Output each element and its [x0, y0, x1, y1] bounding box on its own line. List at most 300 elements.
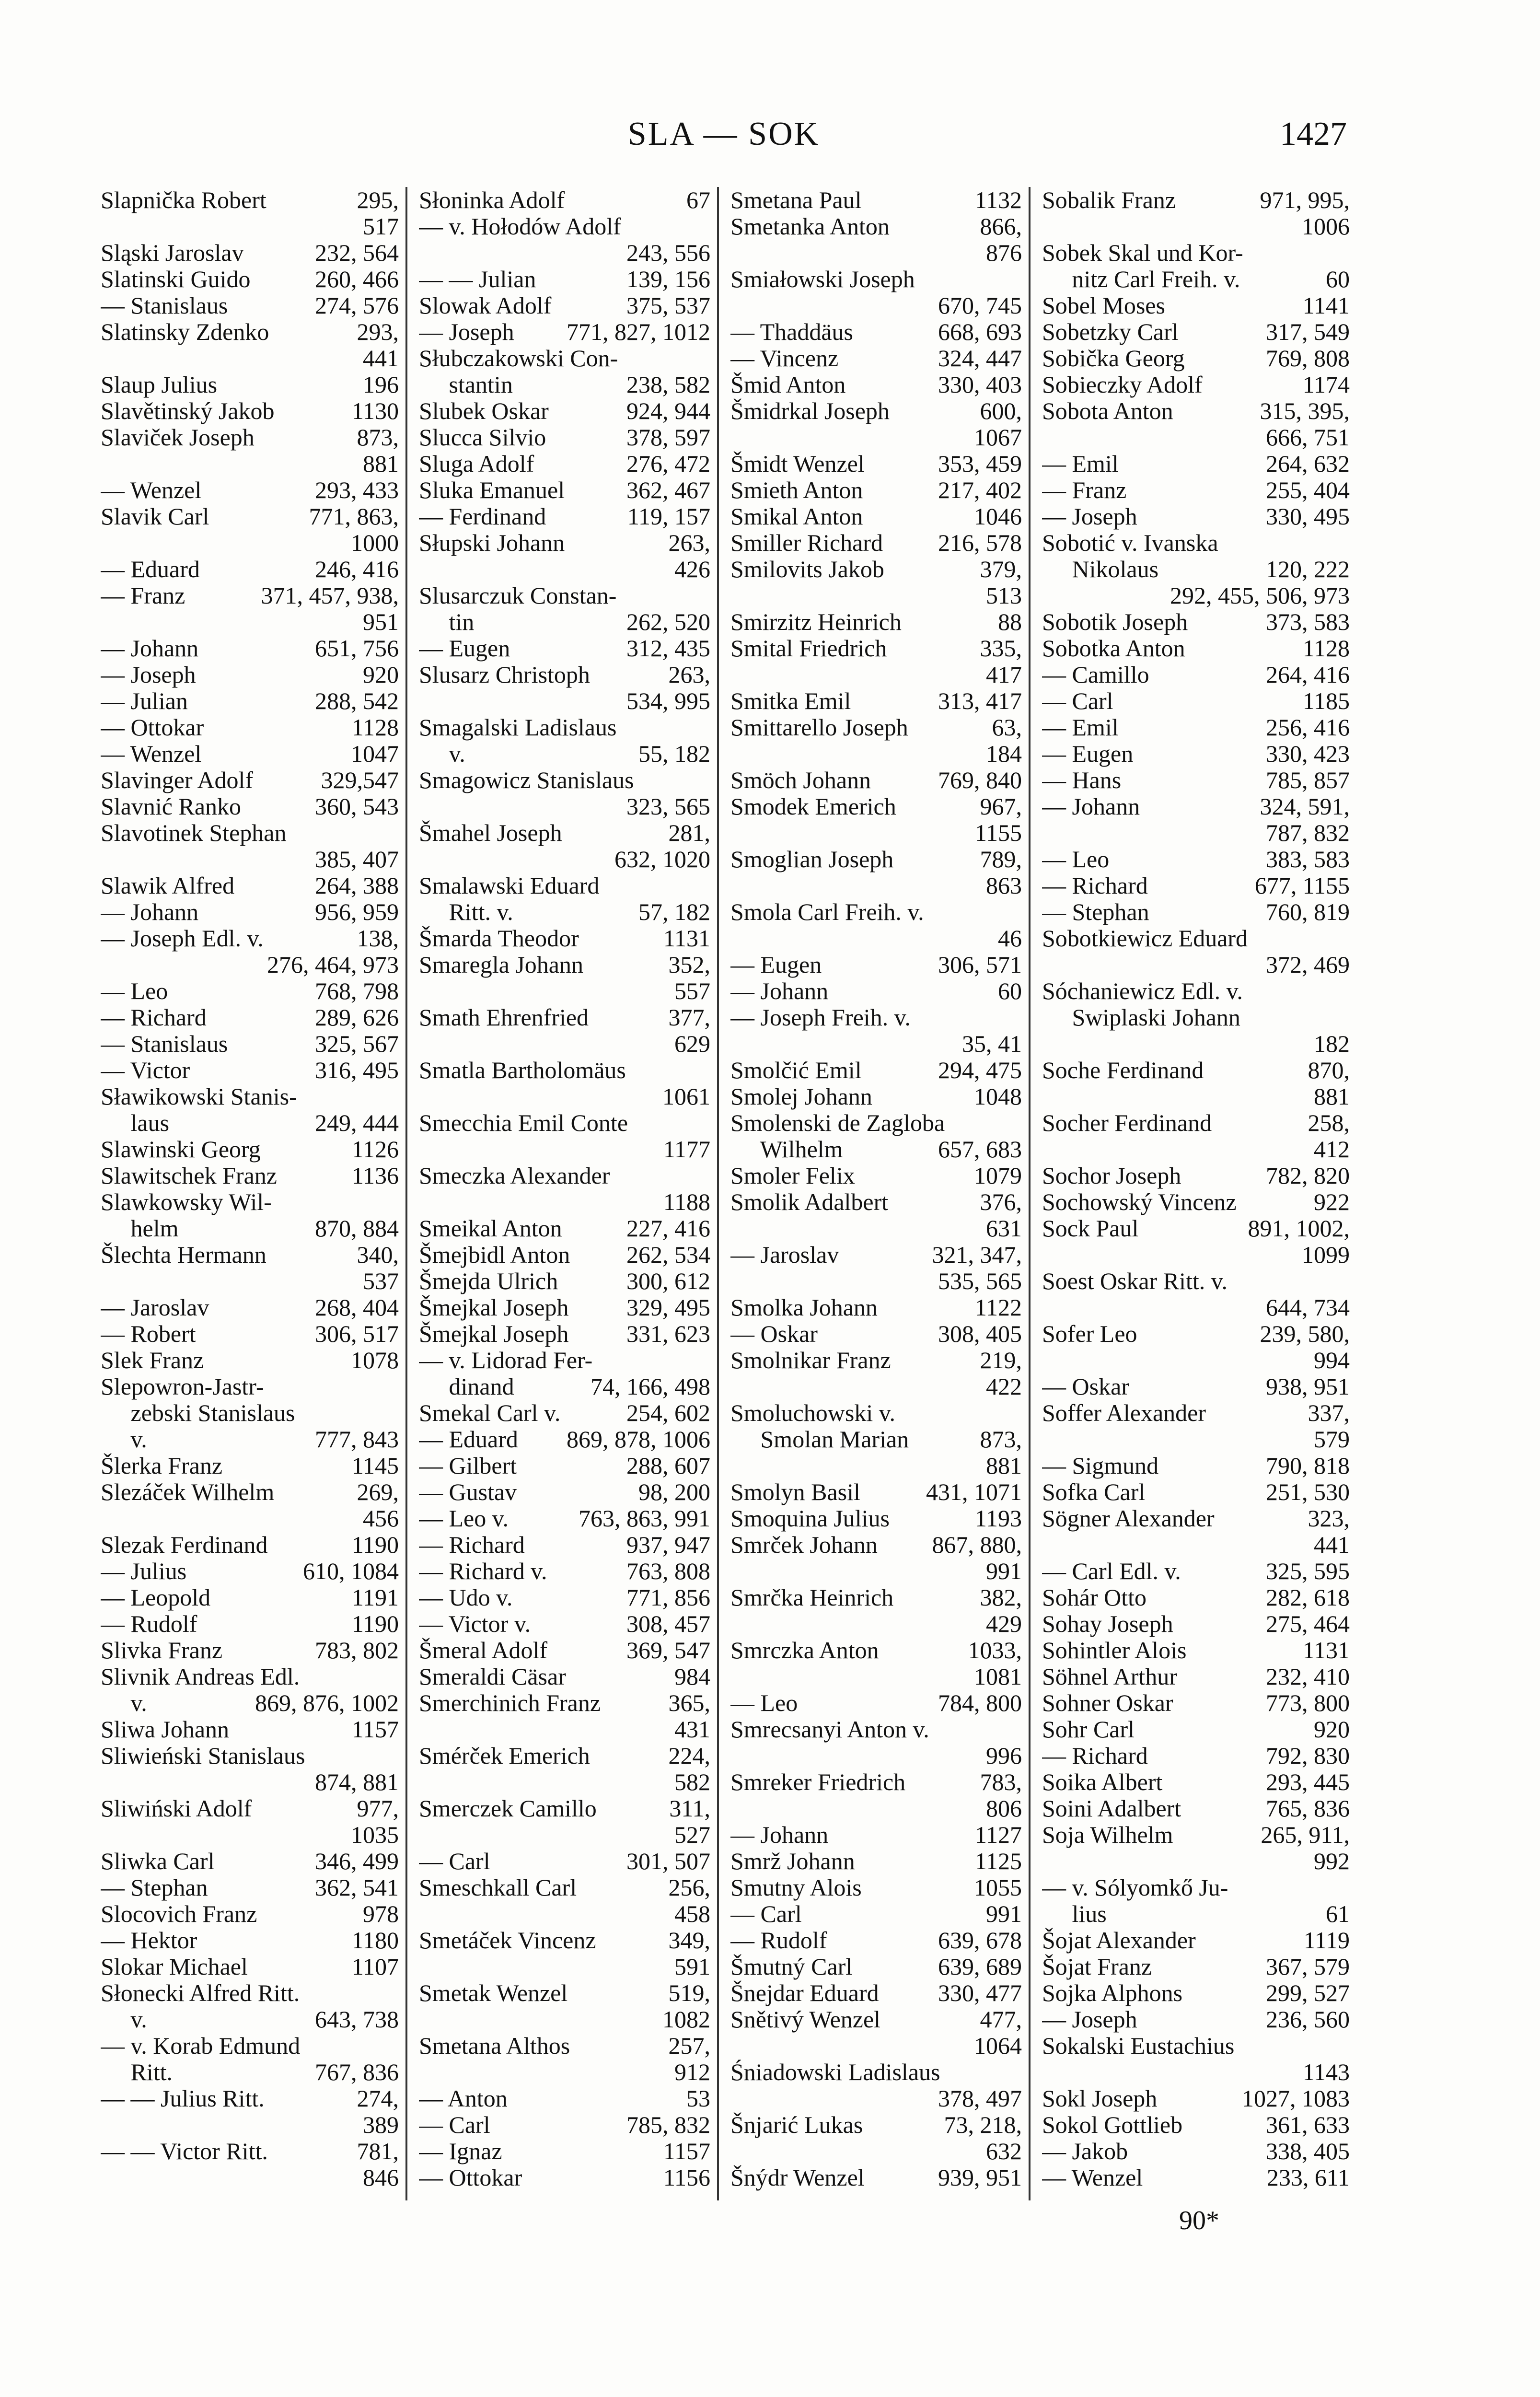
entry-name: Slatinsky Zdenko: [101, 319, 269, 345]
entry-name: Slavik Carl: [101, 503, 209, 530]
entry-name: Smetana Althos: [419, 2033, 570, 2059]
entry-name: Sluka Emanuel: [419, 477, 565, 503]
entry-pages: 369, 547: [626, 1637, 710, 1664]
entry-pages: 869, 876, 1002: [255, 1690, 399, 1716]
entry-pages: 863: [986, 873, 1022, 899]
entry-pages: 254, 602: [626, 1400, 710, 1426]
entry-name: Slavinger Adolf: [101, 767, 254, 793]
entry-pages: 74, 166, 498: [591, 1373, 710, 1400]
index-entry: [419, 873, 710, 899]
entry-pages: 991: [986, 1901, 1022, 1927]
index-entry: [730, 820, 1022, 846]
entry-name: — Richard v.: [419, 1558, 547, 1584]
index-entry: [730, 1163, 1022, 1189]
index-entry: [101, 556, 399, 582]
entry-pages: 260, 466: [315, 266, 399, 292]
entry-name: Slusarczuk Constan-: [419, 582, 617, 609]
entry-name: Smolenski de Zagloba: [730, 1110, 945, 1136]
entry-pages: 274,: [357, 2085, 399, 2112]
index-entry: [419, 688, 710, 714]
entry-pages: 806: [986, 1795, 1022, 1822]
index-entry: [101, 1716, 399, 1743]
index-entry: [419, 2112, 710, 2138]
index-entry: [730, 1110, 1022, 1136]
entry-name: Śniadowski Ladislaus: [730, 2059, 940, 2085]
entry-name: Sofka Carl: [1042, 1479, 1146, 1505]
entry-pages: 378, 597: [626, 424, 710, 451]
index-entry: [419, 1163, 710, 1189]
entry-name: Smeschkall Carl: [419, 1874, 577, 1901]
entry-pages: 881: [1314, 1083, 1350, 1110]
index-entry: [419, 345, 710, 372]
entry-name: Smoquina Julius: [730, 1505, 890, 1532]
entry-name: — Carl: [419, 2112, 490, 2138]
index-entry: [419, 1057, 710, 1083]
index-entry: [101, 952, 399, 978]
entry-name: Slocovich Franz: [101, 1901, 257, 1927]
entry-name: — v. Hołodów Adolf: [419, 213, 621, 240]
entry-name: Smaregla Johann: [419, 952, 583, 978]
entry-pages: 378, 497: [938, 2085, 1022, 2112]
entry-pages: 249, 444: [315, 1110, 399, 1136]
index-entry: [730, 556, 1022, 582]
index-entry: [1042, 899, 1350, 925]
index-column-3: [724, 187, 1031, 2200]
entry-name: — Leo v.: [419, 1505, 509, 1532]
entry-pages: 383, 583: [1266, 846, 1350, 873]
entry-pages: 629: [674, 1031, 710, 1057]
entry-name: — Eugen: [730, 952, 822, 978]
entry-pages: 300, 612: [626, 1268, 710, 1294]
entry-name: Slepowron-Jastr-: [101, 1373, 264, 1400]
entry-pages: 321, 347,: [932, 1242, 1022, 1268]
entry-name: Slavětinský Jakob: [101, 398, 275, 424]
entry-name: stantin: [419, 372, 513, 398]
index-entry: [1042, 1611, 1350, 1637]
entry-name: — Wenzel: [1042, 2164, 1143, 2191]
entry-pages: 1081: [974, 1664, 1022, 1690]
index-entry: [730, 1690, 1022, 1716]
entry-name: Smutny Alois: [730, 1874, 862, 1901]
entry-pages: 956, 959: [315, 899, 399, 925]
entry-pages: 639, 689: [938, 1954, 1022, 1980]
entry-pages: 1131: [663, 925, 710, 952]
index-entry: [419, 846, 710, 873]
entry-pages: 783,: [980, 1769, 1022, 1795]
entry-name: — Johann: [730, 1822, 829, 1848]
entry-pages: 353, 459: [938, 451, 1022, 477]
index-entry: [730, 688, 1022, 714]
entry-name: Smolyn Basil: [730, 1479, 860, 1505]
entry-pages: 1128: [351, 714, 399, 741]
index-entry: [1042, 1690, 1350, 1716]
entry-pages: 316, 495: [315, 1057, 399, 1083]
index-entry: [419, 240, 710, 266]
index-entry: [419, 1373, 710, 1400]
entry-name: Slapnička Robert: [101, 187, 266, 213]
index-entry: [730, 1637, 1022, 1664]
index-entry: [101, 1426, 399, 1453]
index-entry: [730, 1716, 1022, 1743]
index-entry: [730, 1136, 1022, 1163]
index-entry: [730, 846, 1022, 873]
entry-name: Smrž Johann: [730, 1848, 855, 1874]
index-entry: [1042, 1980, 1350, 2006]
index-entry: [419, 2033, 710, 2059]
entry-name: — Sigmund: [1042, 1453, 1159, 1479]
entry-name: — Eduard: [101, 556, 200, 582]
entry-name: Šmejbidl Anton: [419, 1242, 570, 1268]
index-entry: [101, 1373, 399, 1400]
entry-pages: 782, 820: [1266, 1163, 1350, 1189]
entry-name: Smolka Johann: [730, 1294, 878, 1321]
entry-pages: 951: [363, 609, 399, 635]
entry-name: — Eduard: [419, 1426, 518, 1453]
entry-pages: 1157: [351, 1716, 399, 1743]
entry-pages: 1132: [974, 187, 1022, 213]
index-entry: [419, 1611, 710, 1637]
entry-pages: 301, 507: [626, 1848, 710, 1874]
index-entry: [1042, 213, 1350, 240]
index-entry: [419, 2138, 710, 2164]
entry-name: Smrček Johann: [730, 1532, 878, 1558]
index-entry: [419, 477, 710, 503]
entry-pages: 846: [363, 2164, 399, 2191]
entry-pages: 224,: [668, 1743, 710, 1769]
entry-pages: 458: [674, 1901, 710, 1927]
index-entry: [1042, 1347, 1350, 1373]
entry-pages: 53: [686, 2085, 710, 2112]
entry-name: Smolej Johann: [730, 1083, 872, 1110]
index-entry: [101, 635, 399, 662]
entry-name: Smreker Friedrich: [730, 1769, 906, 1795]
index-entry: [101, 767, 399, 793]
entry-name: — Jaroslav: [101, 1294, 209, 1321]
entry-name: Sochor Joseph: [1042, 1163, 1181, 1189]
entry-pages: 1047: [351, 741, 399, 767]
index-entry: [730, 2138, 1022, 2164]
index-column-4: [1035, 187, 1356, 2200]
entry-name: Sokol Gottlieb: [1042, 2112, 1183, 2138]
entry-name: Slezak Ferdinand: [101, 1532, 268, 1558]
index-entry: [419, 1242, 710, 1268]
index-entry: [1042, 1400, 1350, 1426]
index-entry: [419, 1822, 710, 1848]
index-entry: [419, 372, 710, 398]
entry-pages: 227, 416: [626, 1215, 710, 1242]
index-entry: [1042, 873, 1350, 899]
entry-name: Smérček Emerich: [419, 1743, 590, 1769]
entry-name: Soche Ferdinand: [1042, 1057, 1204, 1083]
entry-pages: 88: [998, 609, 1022, 635]
index-entry: [1042, 1769, 1350, 1795]
entry-pages: 912: [674, 2059, 710, 2085]
index-entry: [1042, 767, 1350, 793]
index-entry: [1042, 319, 1350, 345]
index-entry: [730, 2164, 1022, 2191]
index-entry: [419, 266, 710, 292]
entry-pages: 632, 1020: [614, 846, 710, 873]
entry-pages: 519,: [668, 1980, 710, 2006]
entry-name: — Richard: [419, 1532, 525, 1558]
entry-pages: 308, 457: [626, 1611, 710, 1637]
entry-pages: 781,: [357, 2138, 399, 2164]
index-entry: [419, 1031, 710, 1057]
entry-name: Sobotić v. Ivanska: [1042, 530, 1218, 556]
entry-pages: 379,: [980, 556, 1022, 582]
entry-name: Nikolaus: [1042, 556, 1159, 582]
entry-pages: 1006: [1302, 213, 1350, 240]
index-entry: [419, 1294, 710, 1321]
index-entry: [419, 424, 710, 451]
entry-pages: 335,: [980, 635, 1022, 662]
index-entry: [730, 1901, 1022, 1927]
entry-name: Socher Ferdinand: [1042, 1110, 1212, 1136]
entry-pages: 367, 579: [1266, 1954, 1350, 1980]
index-entry: [730, 319, 1022, 345]
entry-pages: 264, 388: [315, 873, 399, 899]
entry-name: Smecchia Emil Conte: [419, 1110, 628, 1136]
entry-pages: 196: [363, 372, 399, 398]
entry-name: Šojat Franz: [1042, 1954, 1152, 1980]
index-entry: [730, 503, 1022, 530]
entry-pages: 324, 447: [938, 345, 1022, 372]
index-entry: [730, 530, 1022, 556]
entry-pages: 873,: [980, 1426, 1022, 1453]
entry-name: Smola Carl Freih. v.: [730, 899, 924, 925]
index-entry: [730, 767, 1022, 793]
entry-name: — Stanislaus: [101, 1031, 228, 1057]
entry-pages: 422: [986, 1373, 1022, 1400]
index-entry: [419, 714, 710, 741]
entry-pages: 785, 857: [1266, 767, 1350, 793]
entry-name: — Johann: [730, 978, 829, 1004]
index-entry: [730, 1611, 1022, 1637]
entry-pages: 330, 403: [938, 372, 1022, 398]
entry-name: — Stanislaus: [101, 292, 228, 319]
entry-name: — Victor v.: [419, 1611, 531, 1637]
entry-pages: 790, 818: [1266, 1453, 1350, 1479]
index-entry: [730, 1400, 1022, 1426]
entry-name: Slavnić Ranko: [101, 793, 242, 820]
entry-pages: 784, 800: [938, 1690, 1022, 1716]
entry-pages: 971, 995,: [1260, 187, 1350, 213]
entry-name: Smagalski Ladislaus: [419, 714, 617, 741]
entry-name: Słoninka Adolf: [419, 187, 565, 213]
index-entry: [1042, 398, 1350, 424]
entry-name: tin: [419, 609, 475, 635]
entry-pages: 362, 541: [315, 1874, 399, 1901]
entry-name: Šmejkal Joseph: [419, 1294, 569, 1321]
index-entry: [1042, 1083, 1350, 1110]
entry-pages: 306, 517: [315, 1321, 399, 1347]
index-entry: [419, 952, 710, 978]
index-entry: [1042, 609, 1350, 635]
index-entry: [1042, 2059, 1350, 2085]
entry-pages: 456: [363, 1505, 399, 1532]
entry-name: — Carl Edl. v.: [1042, 1558, 1181, 1584]
entry-name: dinand: [419, 1373, 514, 1400]
entry-name: — Leo: [730, 1690, 798, 1716]
entry-pages: 1188: [663, 1189, 710, 1215]
entry-name: Sobetzky Carl: [1042, 319, 1179, 345]
index-entry: [1042, 1637, 1350, 1664]
index-entry: [101, 319, 399, 345]
entry-pages: 643, 738: [315, 2006, 399, 2033]
entry-name: Smerczek Camillo: [419, 1795, 597, 1822]
entry-pages: 1079: [974, 1163, 1022, 1189]
entry-name: — Joseph: [1042, 503, 1137, 530]
entry-pages: 264, 416: [1266, 662, 1350, 688]
entry-pages: 670, 745: [938, 292, 1022, 319]
index-entry: [101, 2164, 399, 2191]
index-entry: [730, 477, 1022, 503]
entry-name: Sobička Georg: [1042, 345, 1185, 372]
index-entry: [419, 451, 710, 477]
index-entry: [419, 793, 710, 820]
entry-name: — Ottokar: [101, 714, 204, 741]
entry-pages: 288, 542: [315, 688, 399, 714]
entry-name: Smeczka Alexander: [419, 1163, 610, 1189]
entry-pages: 361, 633: [1266, 2112, 1350, 2138]
entry-pages: 329, 495: [626, 1294, 710, 1321]
index-entry: [101, 1268, 399, 1294]
index-entry: [101, 1215, 399, 1242]
entry-name: Šmidt Wenzel: [730, 451, 865, 477]
index-entry: [1042, 1716, 1350, 1743]
entry-pages: 773, 800: [1266, 1690, 1350, 1716]
entry-pages: 1131: [1302, 1637, 1350, 1664]
entry-pages: 924, 944: [626, 398, 710, 424]
index-entry: [419, 1347, 710, 1373]
entry-name: Smatla Bartholomäus: [419, 1057, 626, 1083]
entry-name: Sobek Skal und Kor-: [1042, 240, 1243, 266]
entry-name: Sobotkiewicz Eduard: [1042, 925, 1248, 952]
entry-name: — v. Korab Edmund: [101, 2033, 301, 2059]
index-entry: [101, 1637, 399, 1664]
index-entry: [101, 477, 399, 503]
index-entry: [1042, 503, 1350, 530]
entry-name: Smodek Emerich: [730, 793, 896, 820]
entry-name: — Stephan: [101, 1874, 208, 1901]
index-entry: [730, 1927, 1022, 1954]
entry-pages: 329,547: [321, 767, 399, 793]
index-entry: [730, 424, 1022, 451]
index-entry: [101, 662, 399, 688]
entry-name: — Richard: [1042, 1743, 1148, 1769]
index-entry: [101, 1532, 399, 1558]
index-entry: [1042, 925, 1350, 952]
entry-name: — Oskar: [1042, 1373, 1129, 1400]
entry-pages: 869, 878, 1006: [567, 1426, 710, 1453]
index-entry: [1042, 1532, 1350, 1558]
index-entry: [1042, 1242, 1350, 1268]
entry-pages: 763, 808: [626, 1558, 710, 1584]
entry-name: Slawkowsky Wil-: [101, 1189, 272, 1215]
entry-name: Ritt. v.: [419, 899, 513, 925]
entry-pages: 308, 405: [938, 1321, 1022, 1347]
index-entry: [101, 1795, 399, 1822]
entry-pages: 431, 1071: [926, 1479, 1022, 1505]
index-entry: [419, 1453, 710, 1479]
index-entry: [1042, 2138, 1350, 2164]
entry-pages: 412: [1314, 1136, 1350, 1163]
entry-name: — Johann: [1042, 793, 1140, 820]
index-entry: [419, 1189, 710, 1215]
entry-pages: 1078: [351, 1347, 399, 1373]
entry-name: — Hektor: [101, 1927, 197, 1954]
entry-pages: 768, 798: [315, 978, 399, 1004]
index-entry: [101, 1584, 399, 1611]
entry-name: Smolnikar Franz: [730, 1347, 891, 1373]
entry-pages: 1027, 1083: [1242, 2085, 1350, 2112]
entry-name: — Jakob: [1042, 2138, 1128, 2164]
index-entry: [1042, 1268, 1350, 1294]
entry-name: — Rudolf: [730, 1927, 827, 1954]
entry-name: Slawik Alfred: [101, 873, 235, 899]
entry-name: — Emil: [1042, 714, 1119, 741]
entry-name: Smieth Anton: [730, 477, 863, 503]
entry-pages: 294, 475: [938, 1057, 1022, 1083]
index-entry: [1042, 2164, 1350, 2191]
entry-name: zebski Stanislaus: [101, 1400, 295, 1426]
entry-pages: 299, 527: [1266, 1980, 1350, 2006]
entry-pages: 991: [986, 1558, 1022, 1584]
entry-name: Smoler Felix: [730, 1163, 855, 1189]
signature-mark: 90*: [1179, 2206, 1219, 2235]
index-entry: [730, 1584, 1022, 1611]
entry-name: — Anton: [419, 2085, 508, 2112]
entry-pages: 769, 808: [1266, 345, 1350, 372]
index-entry: [419, 292, 710, 319]
entry-pages: 376,: [980, 1189, 1022, 1215]
entry-pages: 295,: [357, 187, 399, 213]
entry-pages: 262, 534: [626, 1242, 710, 1268]
entry-name: — Thaddäus: [730, 319, 853, 345]
index-entry: [1042, 714, 1350, 741]
entry-name: Šmid Anton: [730, 372, 846, 398]
index-entry: [1042, 530, 1350, 556]
index-column-2: [412, 187, 719, 2200]
entry-name: — Camillo: [1042, 662, 1149, 688]
entry-pages: 431: [674, 1716, 710, 1743]
entry-pages: 67: [686, 187, 710, 213]
index-entry: [101, 1163, 399, 1189]
entry-name: — Eugen: [419, 635, 510, 662]
index-entry: [730, 662, 1022, 688]
entry-pages: 276, 472: [626, 451, 710, 477]
index-column-1: [101, 187, 407, 2200]
entry-name: Smath Ehrenfried: [419, 1004, 589, 1031]
entry-pages: 938, 951: [1266, 1373, 1350, 1400]
index-entry: [730, 899, 1022, 925]
entry-name: Sliwieński Stanislaus: [101, 1743, 305, 1769]
index-entry: [101, 503, 399, 530]
index-entry: [101, 1242, 399, 1268]
entry-pages: 292, 455, 506, 973: [1170, 582, 1350, 609]
index-entry: [1042, 952, 1350, 978]
index-entry: [730, 1453, 1022, 1479]
entry-pages: 920: [1314, 1716, 1350, 1743]
index-entry: [730, 741, 1022, 767]
entry-pages: 256,: [668, 1874, 710, 1901]
entry-name: Smetak Wenzel: [419, 1980, 568, 2006]
index-entry: [730, 1822, 1022, 1848]
entry-pages: 1191: [351, 1584, 399, 1611]
index-entry: [730, 793, 1022, 820]
index-entry: [101, 2059, 399, 2085]
entry-pages: 579: [1314, 1426, 1350, 1453]
